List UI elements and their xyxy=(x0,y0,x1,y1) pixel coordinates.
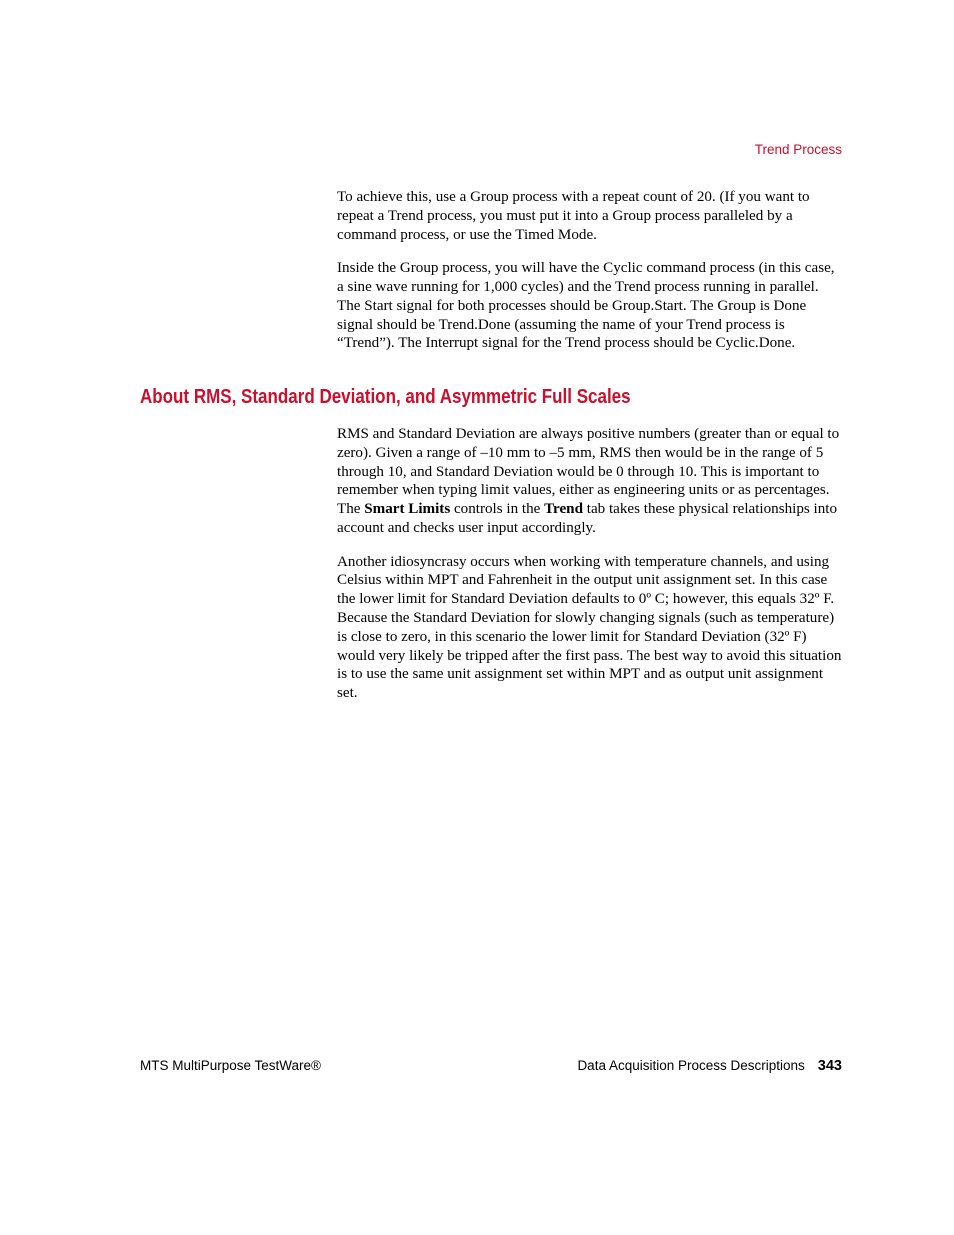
section-paragraph-2: Another idiosyncrasy occurs when working with temperature channels, and using Celsius within MPT and Fahrenheit in the output unit assignment set. In this case the lower limit for Standard Deviation defaults to 0º C; however, this equals 32º F. Because the Standard Deviation for slowly changing signals (such as temperature) is close to zero, in this scenario the lower limit for Standard Deviation (32º F) would very likely be tripped after the first pass. The best way to avoid this situation is to use the same unit assignment set within MPT and as output unit assignment set. xyxy=(337,553,842,702)
section-text-block xyxy=(337,425,842,703)
intro-text-block xyxy=(337,188,842,353)
intro-paragraph-1: To achieve this, use a Group process with a repeat count of 20. (If you want to repeat a Trend process, you must put it into a Group process paralleled by a command process, or use the Timed Mode. xyxy=(337,189,810,243)
section-heading: About RMS, Standard Deviation, and Asymmetric Full Scales xyxy=(140,386,631,408)
footer-book-title: MTS MultiPurpose TestWare® xyxy=(140,1058,321,1073)
paragraph-text: RMS and Standard Deviation are always positive numbers (greater than or equal to zero). Given a range of –10 mm to –5 mm, RMS then would be in the range of 5 through 10, and Standard Deviation would be 0 through 10. This is important to remember when typing limit values, either as engineering units or as percentages. The xyxy=(337,426,840,518)
paragraph-text: controls in the xyxy=(450,501,545,518)
smart-limits-term: Smart Limits xyxy=(364,501,451,518)
running-header: Trend Process xyxy=(754,142,842,157)
page-number: 343 xyxy=(817,1058,842,1074)
footer-chapter xyxy=(577,1057,842,1075)
intro-paragraph-2: Inside the Group process, you will have the Cyclic command process (in this case, a sine wave running for 1,000 cycles) and the Trend process running in parallel. The Start signal for both processes should be Group.Start. The Group is Done signal should be Trend.Done (assuming the name of your Trend process is “Trend”). The Interrupt signal for the Trend process should be Cyclic.Done. xyxy=(337,260,835,352)
footer-chapter-title: Data Acquisition Process Descriptions xyxy=(577,1058,805,1073)
trend-tab-term: Trend xyxy=(544,501,583,518)
section-paragraph-1 xyxy=(337,425,842,538)
paragraph-text: tab takes these physical relationships into account and checks user input accordingly. xyxy=(337,501,838,536)
